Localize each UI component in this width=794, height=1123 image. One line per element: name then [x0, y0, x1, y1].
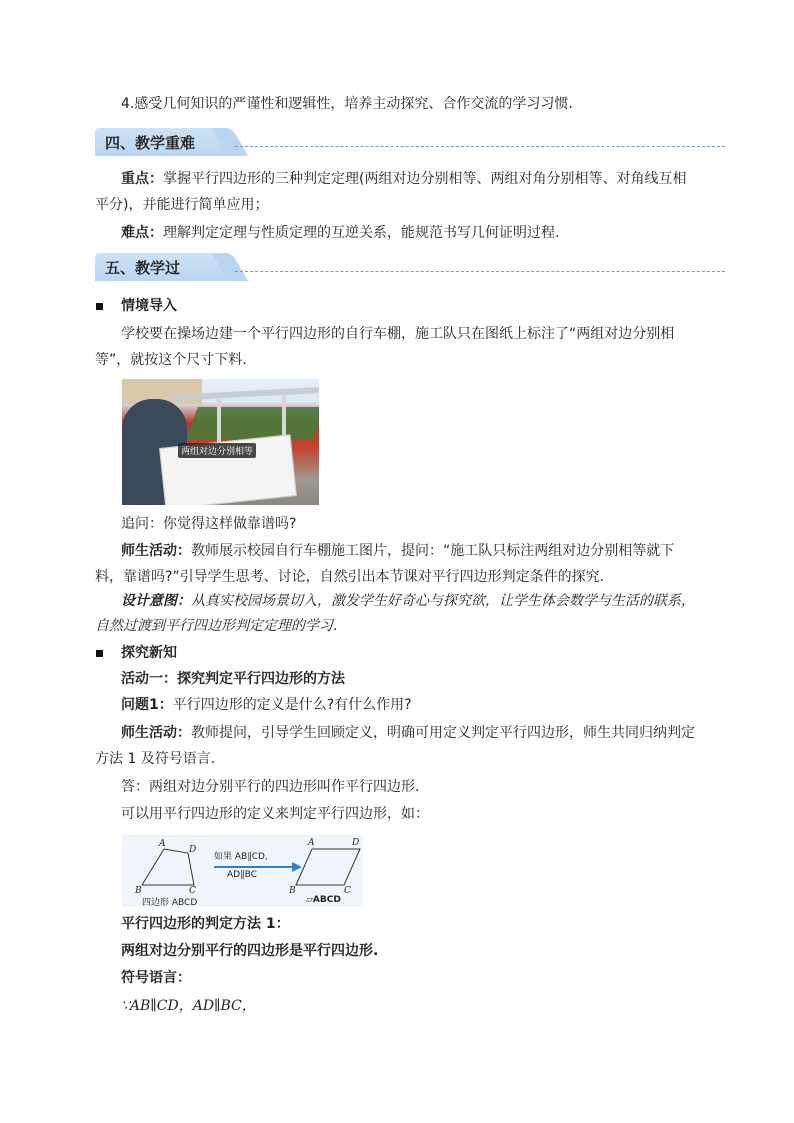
scene-activity-line1 — [121, 539, 674, 563]
left-caption: 四边形 ABCD — [142, 898, 198, 908]
explore-heading: 探究新知 — [121, 645, 177, 661]
section-header-process — [95, 253, 725, 283]
vertex-d-left: D — [189, 845, 197, 855]
activity-label: 师生活动： — [121, 725, 191, 741]
section-divider — [235, 271, 725, 272]
question-one — [121, 693, 412, 717]
difficult-points — [121, 221, 559, 245]
section-header-key-difficult — [95, 128, 725, 158]
activity-text: 教师提问，引导学生回顾定义，明确可用定义判定平行四边形，师生共同归纳判定 — [191, 725, 695, 741]
design-label: 设计意图： — [121, 593, 191, 609]
section-title: 四、教学重难 — [105, 134, 196, 152]
scene-para-line1: 学校要在操场边建一个平行四边形的自行车棚，施工队只在图纸上标注了“两组对边分别相 — [121, 326, 675, 342]
bullet-square-icon — [96, 303, 103, 310]
design-text: 从真实校园场景切入，激发学生好奇心与探究欲，让学生体会数学与生活的联系， — [191, 593, 695, 609]
vertex-c-left: C — [189, 886, 196, 896]
objective-line: 4.感受几何知识的严谨性和逻辑性，培养主动探究、合作交流的学习习惯. — [121, 96, 573, 112]
key-points-text: 掌握平行四边形的三种判定定理(两组对边分别相等、两组对角分别相等、对角线互相 — [163, 171, 687, 187]
arrow-head-icon — [292, 862, 302, 872]
symbol-title: 符号语言： — [121, 970, 191, 986]
scene-activity-line2: 料，靠谱吗?”引导学生思考、讨论，自然引出本节课对平行四边形判定条件的探究. — [95, 569, 605, 585]
bike-shed-photo — [122, 379, 319, 505]
vertex-a-left: A — [159, 839, 166, 849]
design-intent-line2: 自然过渡到平行四边形判定定理的学习. — [95, 618, 338, 634]
section-divider — [235, 146, 725, 147]
photo-caption: 两组对边分别相等 — [178, 443, 256, 458]
activity-one-title: 活动一：探究判定平行四边形的方法 — [121, 671, 345, 687]
method-text: 两组对边分别平行的四边形是平行四边形. — [121, 943, 379, 959]
symbol-line: ∵AB∥CD，AD∥BC， — [121, 998, 256, 1014]
key-points-line2: 平分)，并能进行简单应用； — [95, 197, 269, 213]
vertex-a-right: A — [308, 838, 315, 848]
question-label: 问题1： — [121, 697, 173, 713]
key-points-label: 重点： — [121, 171, 163, 187]
bullet-square-icon — [96, 650, 103, 657]
question-text: 平行四边形的定义是什么?有什么作用? — [172, 697, 412, 713]
vertex-b-right: B — [289, 886, 296, 896]
definition-figure — [122, 835, 363, 907]
parallelogram-shape — [296, 849, 360, 885]
difficult-points-text: 理解判定定理与性质定理的互逆关系，能规范书写几何证明过程. — [163, 225, 560, 241]
section-title: 五、教学过 — [105, 259, 181, 277]
teach-activity-line2: 方法 1 及符号语言. — [95, 751, 216, 767]
difficult-points-label: 难点： — [121, 225, 163, 241]
teach-activity-line1 — [121, 721, 695, 745]
condition-line1: 如果 AB∥CD, — [214, 852, 268, 862]
design-intent-line1 — [121, 589, 695, 613]
condition-line2: AD∥BC — [227, 870, 257, 880]
scene-heading: 情境导入 — [121, 298, 177, 314]
key-points-line1 — [121, 167, 686, 191]
quadrilateral-shape — [142, 849, 194, 885]
right-caption: ▱ABCD — [306, 895, 341, 905]
usage-line: 可以用平行四边形的定义来判定平行四边形，如： — [121, 806, 429, 822]
scene-para-line2: 等”，就按这个尺寸下料. — [95, 352, 247, 368]
activity-text: 教师展示校园自行车棚施工图片，提问：“施工队只标注两组对边分别相等就下 — [191, 543, 675, 559]
field-shape — [186, 407, 319, 439]
method-title: 平行四边形的判定方法 1： — [121, 916, 290, 932]
vertex-d-right: D — [352, 838, 360, 848]
activity-label: 师生活动： — [121, 543, 191, 559]
vertex-c-right: C — [344, 886, 351, 896]
answer-line: 答：两组对边分别平行的四边形叫作平行四边形. — [121, 779, 420, 795]
vertex-b-left: B — [135, 886, 142, 896]
followup-question: 追问：你觉得这样做靠谱吗? — [121, 516, 297, 532]
